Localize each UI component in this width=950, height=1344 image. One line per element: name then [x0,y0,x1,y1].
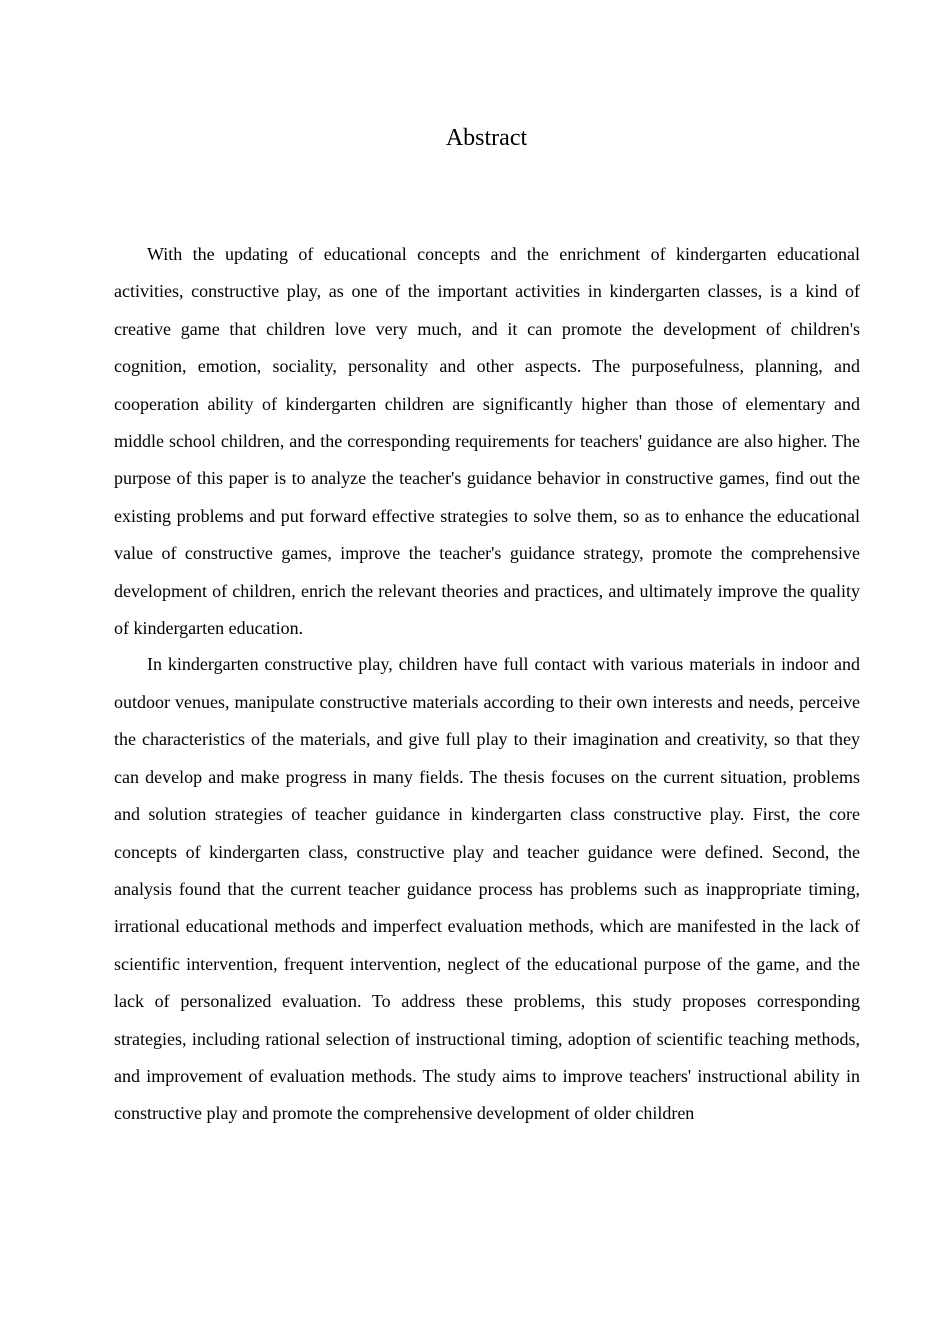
abstract-title: Abstract [445,125,528,151]
abstract-body [114,236,860,1133]
abstract-paragraph-2: In kindergarten constructive play, children have full contact with various materials in indoor and outdoor venues, manipulate constructive materials according to their own interests and needs, perceive the characteristics of the materials, and give full play to their imagination and creativity, so that they can develop and make progress in many fields. The thesis focuses on the current situation, problems and solution strategies of teacher guidance in kindergarten class constructive play. First, the core concepts of kindergarten class, constructive play and teacher guidance were defined. Second, the analysis found that the current teacher guidance process has problems such as inappropriate timing, irrational educational methods and imperfect evaluation methods, which are manifested in the lack of scientific intervention, frequent intervention, neglect of the educational purpose of the game, and the lack of personalized evaluation. To address these problems, this study proposes corresponding strategies, including rational selection of instructional timing, adoption of scientific teaching methods, and improvement of evaluation methods. The study aims to improve teachers' instructional ability in constructive play and promote the comprehensive development of older children [114,654,860,1124]
abstract-paragraph-1: With the updating of educational concepts and the enrichment of kindergarten educational activities, constructive play, as one of the important activities in kindergarten classes, is a kind of creative game that children love very much, and it can promote the development of children's cognition, emotion, sociality, personality and other aspects. The purposefulness, planning, and cooperation ability of kindergarten children are significantly higher than those of elementary and middle school children, and the corresponding requirements for teachers' guidance are also higher. The purpose of this paper is to analyze the teacher's guidance behavior in constructive games, find out the existing problems and put forward effective strategies to solve them, so as to enhance the educational value of constructive games, improve the teacher's guidance strategy, promote the comprehensive development of children, enrich the relevant theories and practices, and ultimately improve the quality of kindergarten education. [114,244,860,639]
